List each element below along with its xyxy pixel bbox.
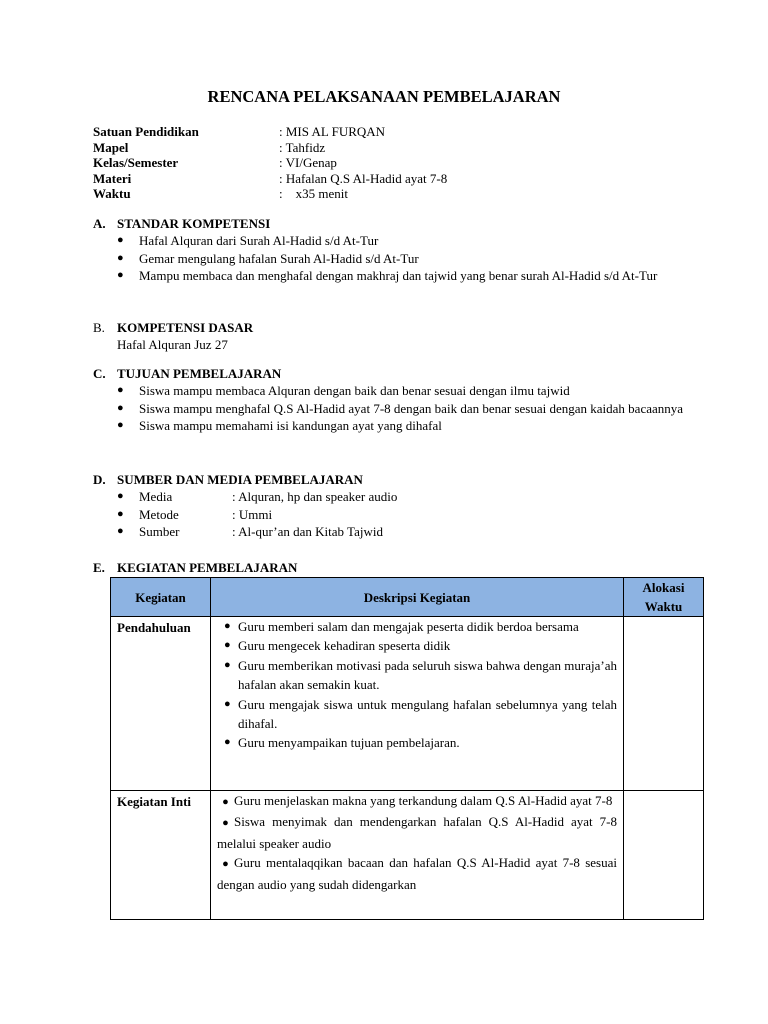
info-row [93,124,447,140]
section-kegiatan [93,559,693,576]
list-item-text: Hafal Alquran dari Surah Al-Hadid s/d At-Tur [139,233,379,248]
section-standar-kompetensi [93,215,693,285]
description-item [217,853,617,894]
bullet-list [93,488,693,541]
list-item [117,250,693,268]
section-kompetensi-dasar [93,319,693,353]
row-description [211,791,624,920]
description-text: Guru mengajak siswa untuk mengulang hafalan sebelumnya yang telah dihafal. [238,696,617,732]
section-letter: A. [93,216,106,231]
row-time-allocation [624,791,704,920]
bullet-icon: ● [117,525,124,537]
bullet-icon: ● [117,234,124,246]
list-item-text: Siswa mampu menghafal Q.S Al-Hadid ayat 7-8 dengan baik dan benar sesuai dengan kaidah bacaannya [139,400,684,416]
row-time-allocation [624,617,704,791]
bullet-icon: ● [117,490,124,502]
header-alokasi-waktu: Alokasi Waktu [624,578,704,617]
info-value: : Tahfidz [279,139,326,155]
bullet-icon: ● [117,401,124,414]
info-row [93,155,447,171]
list-item-text: Mampu membaca dan menghafal dengan makhraj dan tajwid yang benar surah Al-Hadid s/d At-Tur [139,268,658,283]
description-item [217,791,617,812]
info-label: Mapel [93,139,129,155]
bullet-list [93,232,693,285]
list-item [117,400,693,418]
info-row [93,186,447,202]
row-label: Kegiatan Inti [111,791,211,920]
list-item [117,382,693,400]
section-heading [93,365,693,382]
description-item [217,636,617,655]
section-letter: C. [93,366,106,381]
table-row [111,791,704,920]
section-title: SUMBER DAN MEDIA PEMBELAJARAN [117,472,363,487]
description-item [217,733,617,752]
description-item [217,812,617,853]
row-label: Pendahuluan [111,617,211,791]
bullet-icon: ● [224,639,231,652]
resource-key: Media [139,489,173,504]
info-value: : VI/Genap [279,155,337,170]
info-label: Satuan Pendidikan [93,124,199,139]
list-item [117,523,693,541]
description-text: Siswa menyimak dan mendengarkan hafalan Q.S Al-Hadid ayat 7-8 melalui speaker audio [217,814,617,851]
bullet-icon: ● [224,736,231,749]
bullet-list [93,382,693,435]
section-title: TUJUAN PEMBELAJARAN [117,366,282,381]
list-item-text: Siswa mampu memahami isi kandungan ayat yang dihafal [139,418,442,433]
info-value: : x35 menit [279,186,348,201]
info-label: Materi [93,170,132,186]
list-item [117,267,693,285]
section-text: Hafal Alquran Juz 27 [117,337,228,352]
section-title: STANDAR KOMPETENSI [117,216,271,231]
bullet-icon: ● [222,858,229,871]
section-sumber-media [93,471,693,541]
header-kegiatan: Kegiatan [111,578,211,617]
description-item [217,656,617,695]
info-label: Waktu [93,186,131,201]
bullet-icon: ● [222,796,229,808]
table-row [111,617,704,791]
info-label: Kelas/Semester [93,155,179,170]
info-row [93,171,447,187]
bullet-icon: ● [117,419,124,431]
list-item [117,232,693,250]
description-text: Guru memberi salam dan mengajak peserta didik berdoa bersama [238,619,579,634]
description-text: Guru menyampaikan tujuan pembelajaran. [238,735,460,751]
activity-table [110,577,704,920]
bullet-icon: ● [117,507,124,520]
section-title: KEGIATAN PEMBELAJARAN [117,560,298,575]
table-header-row [111,578,704,617]
list-item-text: Siswa mampu membaca Alquran dengan baik dan benar sesuai dengan ilmu tajwid [139,383,570,398]
bullet-icon: ● [224,620,231,632]
list-item-text: Gemar mengulang hafalan Surah Al-Hadid s/d At-Tur [139,250,419,266]
section-letter: E. [93,560,105,575]
resource-key: Metode [139,506,179,522]
bullet-icon: ● [117,269,124,281]
header-deskripsi: Deskripsi Kegiatan [211,578,624,617]
bullet-icon: ● [224,658,231,671]
section-letter: B. [93,320,105,335]
list-item [117,417,693,435]
section-heading [93,319,693,336]
section-heading [93,471,693,488]
section-title: KOMPETENSI DASAR [117,320,254,335]
info-value: : Hafalan Q.S Al-Hadid ayat 7-8 [279,170,448,186]
description-item [217,695,617,734]
row-description [211,617,624,791]
list-item [117,488,693,506]
description-text: Guru mentalaqqikan bacaan dan hafalan Q.S Al-Hadid ayat 7-8 sesuai dengan audio yang sudah didengarkan [217,855,617,892]
description-text: Guru mengecek kehadiran speserta didik [238,638,451,654]
resource-value: : Ummi [232,506,273,522]
section-tujuan-pembelajaran [93,365,693,435]
resource-value: : Alquran, hp dan speaker audio [232,489,398,504]
description-item [217,617,617,636]
bullet-icon: ● [117,251,124,264]
list-item [117,506,693,524]
bullet-icon: ● [224,697,231,710]
document-title: RENCANA PELAKSANAAN PEMBELAJARAN [207,87,561,106]
resource-key: Sumber [139,524,180,539]
bullet-icon: ● [222,817,229,830]
info-row [93,140,447,156]
bullet-icon: ● [117,384,124,396]
description-text: Guru menjelaskan makna yang terkandung dalam Q.S Al-Hadid ayat 7-8 [234,793,613,808]
info-value: : MIS AL FURQAN [279,124,386,139]
resource-value: : Al-qur’an dan Kitab Tajwid [232,524,383,539]
identity-block [93,124,447,202]
section-heading [93,559,693,576]
section-heading [93,215,693,232]
section-letter: D. [93,472,106,487]
description-text: Guru memberikan motivasi pada seluruh siswa bahwa dengan muraja’ah hafalan akan semakin kuat. [238,657,617,693]
